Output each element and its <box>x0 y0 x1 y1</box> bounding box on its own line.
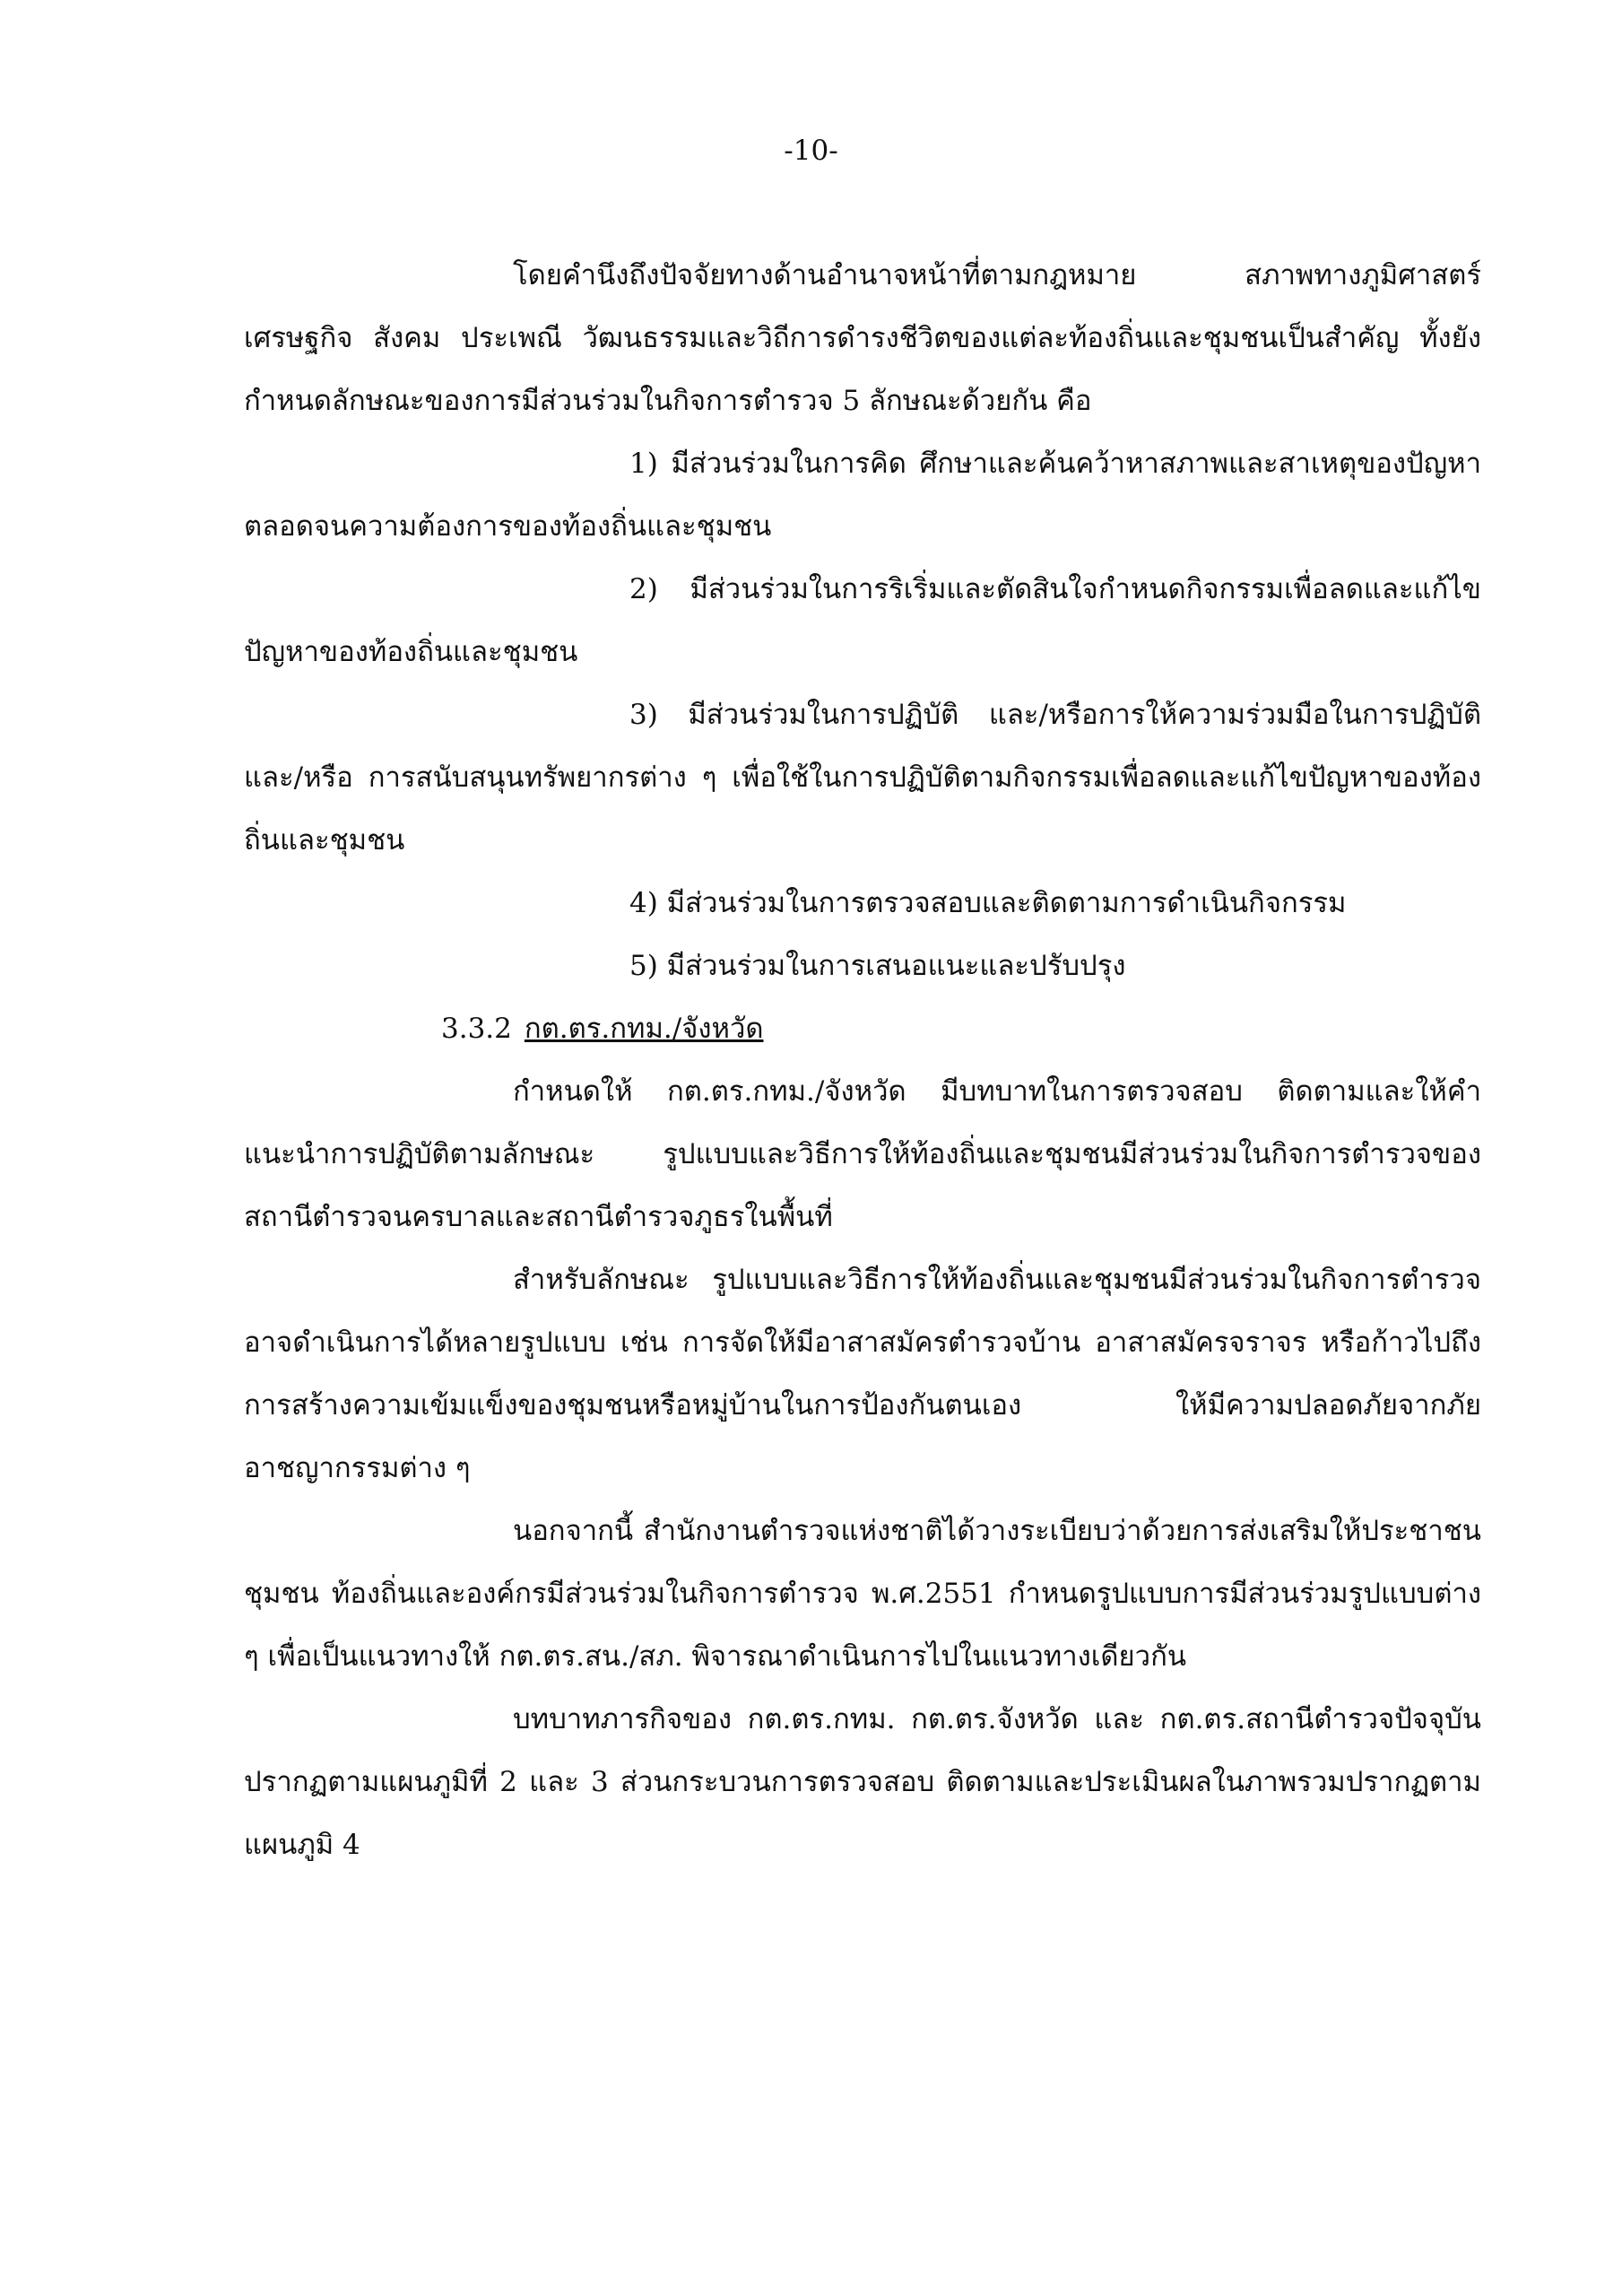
intro-paragraph: โดยคำนึงถึงปัจจัยทางด้านอำนาจหน้าที่ตามกฎหมาย สภาพทางภูมิศาสตร์ เศรษฐกิจ สังคม ประเพณี วัฒนธรรมและวิถีการดำรงชีวิตของแต่ละท้องถิ่นและชุมชนเป็นสำคัญ ทั้งยังกำหนดลักษณะของการมีส่วนร่วมในกิจการตำรวจ 5 ลักษณะด้วยกัน คือ <box>244 259 1481 417</box>
list-item-5: 5) มีส่วนร่วมในการเสนอแนะและปรับปรุง <box>629 950 1126 982</box>
list-item-3: 3) มีส่วนร่วมในการปฏิบัติ และ/หรือการให้ความร่วมมือในการปฏิบัติ และ/หรือ การสนับสนุนทรัพยากรต่าง ๆ เพื่อใช้ในการปฏิบัติตามกิจกรรมเพื่อลดและแก้ไขปัญหาของท้องถิ่นและชุมชน <box>244 699 1481 857</box>
section-title: กต.ตร.กทม./จังหวัด <box>524 1013 764 1045</box>
duties-paragraph: บทบาทภารกิจของ กต.ตร.กทม. กต.ตร.จังหวัด และ กต.ตร.สถานีตำรวจปัจจุบัน ปรากฏตามแผนภูมิที่ 2 และ 3 ส่วนกระบวนการตรวจสอบ ติดตามและประเมินผลในภาพรวมปรากฏตาม แผนภูมิ 4 <box>244 1703 1481 1861</box>
role-paragraph: กำหนดให้ กต.ตร.กทม./จังหวัด มีบทบาทในการตรวจสอบ ติดตามและให้คำแนะนำการปฏิบัติตามลักษณะ รูปแบบและวิธีการให้ท้องถิ่นและชุมชนมีส่วนร่วมในกิจการตำรวจของสถานีตำรวจนครบาลและสถานีตำรวจภูธรในพื้นที่ <box>244 1075 1481 1233</box>
forms-paragraph: สำหรับลักษณะ รูปแบบและวิธีการให้ท้องถิ่นและชุมชนมีส่วนร่วมในกิจการตำรวจ อาจดำเนินการได้หลายรูปแบบ เช่น การจัดให้มีอาสาสมัครตำรวจบ้าน อาสาสมัครจราจร หรือก้าวไปถึงการสร้างความเข้มแข็งของชุมชนหรือหมู่บ้านในการป้องกันตนเอง ให้มีความปลอดภัยจากภัยอาชญากรรมต่าง ๆ <box>244 1264 1481 1484</box>
body-text <box>244 244 1481 1876</box>
section-number: 3.3.2 <box>441 1013 512 1045</box>
regulation-paragraph: นอกจากนี้ สำนักงานตำรวจแห่งชาติได้วางระเบียบว่าด้วยการส่งเสริมให้ประชาชน ชุมชน ท้องถิ่นและองค์กรมีส่วนร่วมในกิจการตำรวจ พ.ศ.2551 กำหนดรูปแบบการมีส่วนร่วมรูปแบบต่าง ๆ เพื่อเป็นแนวทางให้ กต.ตร.สน./สภ. พิจารณาดำเนินการไปในแนวทางเดียวกัน <box>244 1515 1481 1673</box>
list-item-2: 2) มีส่วนร่วมในการริเริ่มและตัดสินใจกำหนดกิจกรรมเพื่อลดและแก้ไขปัญหาของท้องถิ่นและชุมชน <box>244 573 1481 668</box>
section-heading-3-3-2 <box>244 997 1481 1060</box>
list-item-1: 1) มีส่วนร่วมในการคิด ศึกษาและค้นคว้าหาสภาพและสาเหตุของปัญหาตลอดจนความต้องการของท้องถิ่นและชุมชน <box>244 448 1481 543</box>
page-number: -10- <box>784 135 838 167</box>
list-item-4: 4) มีส่วนร่วมในการตรวจสอบและติดตามการดำเนินกิจกรรม <box>629 887 1347 919</box>
